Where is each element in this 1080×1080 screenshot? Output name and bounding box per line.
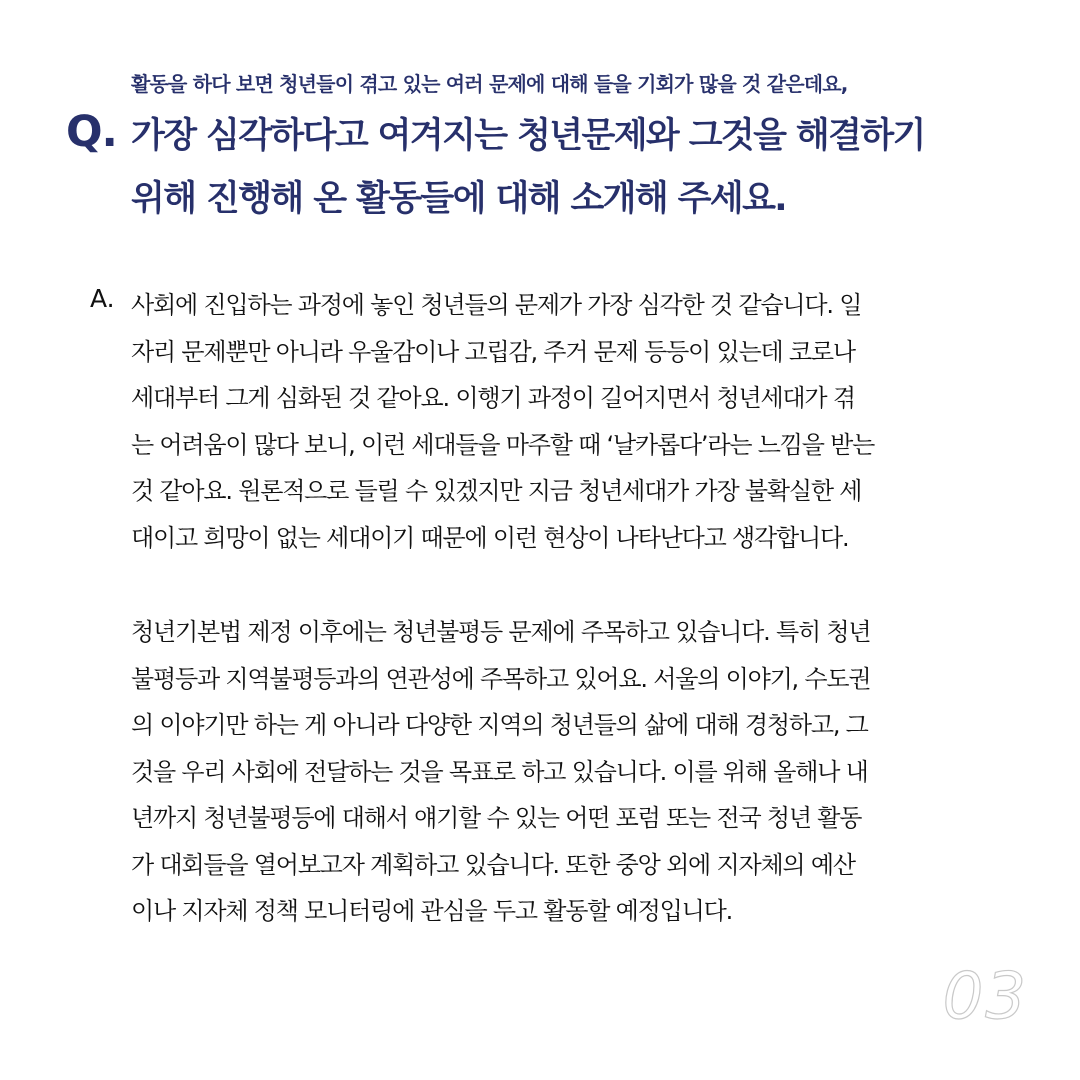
answer-line: 것 같아요. 원론적으로 들릴 수 있겠지만 지금 청년세대가 가장 불확실한 세 bbox=[131, 477, 862, 505]
answer-line: 이나 지자체 정책 모니터링에 관심을 두고 활동할 예정입니다. bbox=[131, 897, 733, 925]
answer-body bbox=[131, 282, 1001, 935]
answer-line: 의 이야기만 하는 게 아니라 다양한 지역의 청년들의 삶에 대해 경청하고, 그 bbox=[131, 711, 868, 739]
paragraph-spacer bbox=[131, 561, 1001, 609]
answer-line: 대이고 희망이 없는 세대이기 때문에 이런 현상이 나타난다고 생각합니다. bbox=[131, 523, 849, 552]
answer-paragraph-2 bbox=[131, 609, 1001, 935]
question-title bbox=[131, 105, 925, 231]
answer-paragraph-1 bbox=[131, 282, 1001, 561]
question-intro: 활동을 하다 보면 청년들이 겪고 있는 여러 문제에 대해 들을 기회가 많을 것 같은데요, bbox=[131, 72, 848, 96]
answer-marker: A. bbox=[90, 284, 115, 313]
question-marker: Q. bbox=[66, 107, 117, 157]
question-title-line: 가장 심각하다고 여겨지는 청년문제와 그것을 해결하기 bbox=[131, 116, 925, 156]
answer-line: 청년기본법 제정 이후에는 청년불평등 문제에 주목하고 있습니다. 특히 청년 bbox=[131, 618, 871, 646]
answer-line: 불평등과 지역불평등과의 연관성에 주목하고 있어요. 서울의 이야기, 수도권 bbox=[131, 664, 871, 693]
answer-line: 사회에 진입하는 과정에 놓인 청년들의 문제가 가장 심각한 것 같습니다. 일 bbox=[131, 291, 862, 319]
answer-line: 년까지 청년불평등에 대해서 얘기할 수 있는 어떤 포럼 또는 전국 청년 활동 bbox=[131, 804, 862, 832]
page-number: 03 bbox=[942, 960, 1028, 1034]
answer-line: 세대부터 그게 심화된 것 같아요. 이행기 과정이 길어지면서 청년세대가 겪 bbox=[131, 384, 855, 412]
answer-line: 가 대회들을 열어보고자 계획하고 있습니다. 또한 중앙 외에 지자체의 예산 bbox=[131, 850, 855, 879]
question-title-line: 위해 진행해 온 활동들에 대해 소개해 주세요. bbox=[131, 179, 786, 219]
answer-line: 는 어려움이 많다 보니, 이런 세대들을 마주할 때 ‘날카롭다’라는 느낌을 받는 bbox=[131, 430, 875, 459]
answer-line: 자리 문제뿐만 아니라 우울감이나 고립감, 주거 문제 등등이 있는데 코로나 bbox=[131, 337, 855, 366]
answer-line: 것을 우리 사회에 전달하는 것을 목표로 하고 있습니다. 이를 위해 올해나 내 bbox=[131, 757, 868, 786]
